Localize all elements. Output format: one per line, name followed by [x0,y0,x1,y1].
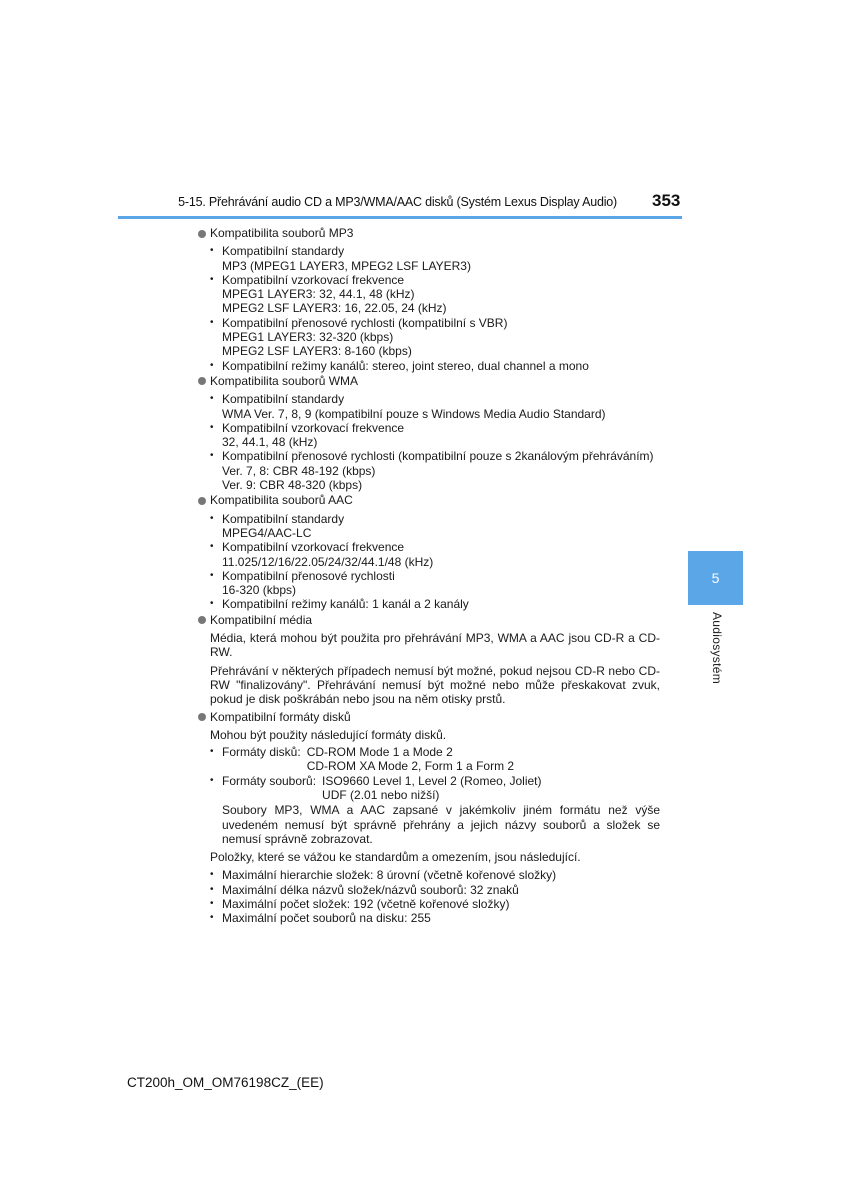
item-value: 11.025/12/16/22.05/24/32/44.1/48 (kHz) [222,554,434,569]
file-formats-label: • Formáty souborů: [222,773,317,788]
limits-intro: Položky, které se vážou ke standardům a omezením, jsou následující. [210,850,581,865]
media-paragraph: Média, která mohou být použita pro přehrávání MP3, WMA a AAC jsou CD-R a CD-RW. [210,631,660,660]
aac-spec-list [210,512,660,612]
section-title-aac: Kompatibilita souborů AAC [197,493,660,507]
list-item [210,421,660,450]
item-label: • Kompatibilní přenosové rychlosti (kompatibilní s VBR) [222,315,508,330]
item-value: 32, 44.1, 48 (kHz) [222,435,318,450]
item-label: • Kompatibilní vzorkovací frekvence [222,272,405,287]
section-header-title: 5-15. Přehrávání audio CD a MP3/WMA/AAC disků (Systém Lexus Display Audio) [178,195,617,209]
disc-format-value: CD-ROM XA Mode 2, Form 1 a Form 2 [306,759,515,774]
item-value: MPEG2 LSF LAYER3: 8-160 (kbps) [222,344,412,359]
list-item [210,244,660,273]
item-label: • Kompatibilní přenosové rychlosti [222,568,395,583]
section-title-mp3: Kompatibilita souborů MP3 [197,226,660,240]
list-item: • Maximální počet souborů na disku: 255 [210,911,660,925]
file-format-value: UDF (2.01 nebo nižší) [322,787,440,802]
list-item [210,597,660,611]
list-item: • Maximální délka názvů složek/názvů souborů: 32 znaků [210,883,660,897]
section-title-wma: Kompatibilita souborů WMA [197,374,660,388]
section-title-formats: Kompatibilní formáty disků [197,710,660,724]
list-item [210,273,660,316]
formats-list [210,745,660,802]
list-item [210,569,660,598]
section-mp3 [197,226,660,373]
limits-list [210,868,660,925]
item-value: MPEG1 LAYER3: 32-320 (kbps) [222,330,394,345]
chapter-tab[interactable] [688,551,743,605]
item-value: WMA Ver. 7, 8, 9 (kompatibilní pouze s Windows Media Audio Standard) [222,406,606,421]
list-item [210,540,660,569]
list-item: • Maximální hierarchie složek: 8 úrovní (včetně kořenové složky) [210,868,660,882]
item-label: • Kompatibilní režimy kanálů: 1 kanál a 2 kanály [222,597,469,612]
formats-note: Soubory MP3, WMA a AAC zapsané v jakémkoliv jiném formátu než výše uvedeném nemusí být správně přehrány a jejich názvy souborů a složek se nemusí správně zobrazovat. [222,803,660,846]
item-value: MPEG4/AAC-LC [222,525,312,540]
item-value: 16-320 (kbps) [222,583,297,598]
item-label: • Kompatibilní standardy [222,511,345,526]
section-formats [197,710,660,926]
item-value: Ver. 9: CBR 48-320 (kbps) [222,478,363,493]
section-title-media: Kompatibilní média [197,613,660,627]
item-value: MPEG2 LSF LAYER3: 16, 22.05, 24 (kHz) [222,301,447,316]
page-content [197,226,660,927]
list-item [210,359,660,373]
disc-format-value: CD-ROM Mode 1 a Mode 2 [306,745,453,760]
document-code: CT200h_OM_OM76198CZ_(EE) [127,1075,324,1090]
header-divider [118,216,682,219]
list-item: • Maximální počet složek: 192 (včetně kořenové složky) [210,897,660,911]
page-number: 353 [652,191,681,210]
mp3-spec-list [210,244,660,373]
chapter-number: 5 [711,570,720,586]
formats-intro: Mohou být použity následující formáty disků. [210,727,447,742]
chapter-label: Audiosystém [710,612,724,684]
item-label: • Kompatibilní standardy [222,244,345,259]
section-aac [197,493,660,611]
item-label: • Kompatibilní standardy [222,392,345,407]
section-wma [197,374,660,492]
list-item [210,745,660,774]
list-item [210,512,660,541]
media-paragraph: Přehrávání v některých případech nemusí být možné, pokud nejsou CD-R nebo CD-RW "finalizovány". Přehrávání nemusí být možné nebo může přeskakovat zvuk, pokud je disk poškrábán nebo jsou na něm otisky prstů. [210,663,660,707]
file-format-value: ISO9660 Level 1, Level 2 (Romeo, Joliet) [322,773,542,788]
list-item [210,392,660,421]
item-value: MPEG1 LAYER3: 32, 44.1, 48 (kHz) [222,287,415,302]
list-item [210,449,660,492]
item-value: Ver. 7, 8: CBR 48-192 (kbps) [222,463,376,478]
list-item [210,316,660,359]
list-item [210,774,660,803]
disc-formats-label: • Formáty disků: [222,745,301,760]
section-media [197,613,660,707]
item-label: • Kompatibilní vzorkovací frekvence [222,540,405,555]
item-label: • Kompatibilní režimy kanálů: stereo, joint stereo, dual channel a mono [222,358,589,373]
item-label: • Kompatibilní vzorkovací frekvence [222,420,405,435]
item-label: • Kompatibilní přenosové rychlosti (kompatibilní pouze s 2kanálovým přehráváním) [222,449,654,464]
item-value: MP3 (MPEG1 LAYER3, MPEG2 LSF LAYER3) [222,258,471,273]
wma-spec-list [210,392,660,492]
